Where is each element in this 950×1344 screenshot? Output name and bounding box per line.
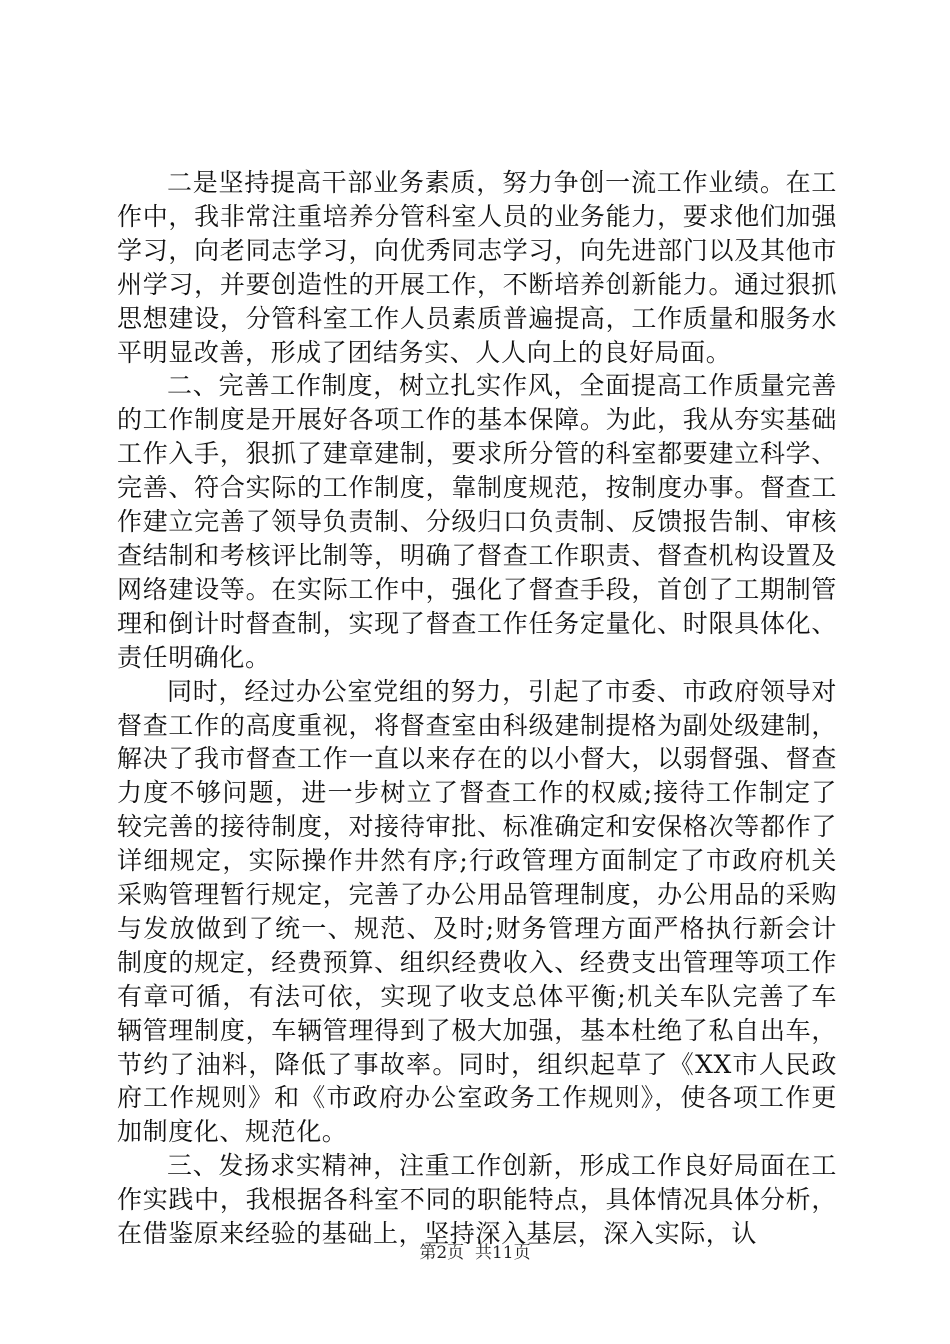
paragraph-work-system: 二、完善工作制度，树立扎实作风，全面提高工作质量完善的工作制度是开展好各项工作的基本保障。为此，我从夯实基础工作入手，狠抓了建章建制，要求所分管的科室都要建立科学、完善、符合实际的工作制度，靠制度规范，按制度办事。督查工作建立完善了领导负责制、分级归口负责制、反馈报告制、审核查结制和考核评比制等，明确了督查工作职责、督查机构设置及网络建设等。在实际工作中，强化了督查手段，首创了工期制管理和倒计时督查制，实现了督查工作任务定量化、时限具体化、责任明确化。 (117, 371, 837, 672)
paragraph-innovation: 三、发扬求实精神，注重工作创新，形成工作良好局面在工作实践中，我根据各科室不同的职能特点，具体情况具体分析，在借鉴原来经验的基础上，坚持深入基层，深入实际，认 (117, 1151, 837, 1249)
page-footer (0, 1243, 950, 1263)
paragraph-quality-improvement: 二是坚持提高干部业务素质，努力争创一流工作业绩。在工作中，我非常注重培养分管科室人员的业务能力，要求他们加强学习，向老同志学习，向优秀同志学习，向先进部门以及其他市州学习，并要创造性的开展工作，不断培养创新能力。通过狠抓思想建设，分管科室工作人员素质普遍提高，工作质量和服务水平明显改善，形成了团结务实、人人向上的良好局面。 (117, 168, 837, 367)
paragraph-supervision-reform: 同时，经过办公室党组的努力，引起了市委、市政府领导对督查工作的高度重视，将督查室由科级建制提格为副处级建制，解决了我市督查工作一直以来存在的以小督大，以弱督强、督查力度不够问题，进一步树立了督查工作的权威;接待工作制定了较完善的接待制度，对接待审批、标准确定和安保格次等都作了详细规定，实际操作井然有序;行政管理方面制定了市政府机关采购管理暂行规定，完善了办公用品管理制度，办公用品的采购与发放做到了统一、规范、及时;财务管理方面严格执行新会计制度的规定，经费预算、组织经费收入、经费支出管理等项工作有章可循，有法可依，实现了收支总体平衡;机关车队完善了车辆管理制度，车辆管理得到了极大加强，基本杜绝了私自出车，节约了油料，降低了事故率。同时，组织起草了《XX市人民政府工作规则》和《市政府办公室政务工作规则》，使各项工作更加制度化、规范化。 (117, 676, 837, 1147)
document-body (117, 166, 837, 1251)
page-number-label: 第2页 共11页 (419, 1243, 531, 1263)
